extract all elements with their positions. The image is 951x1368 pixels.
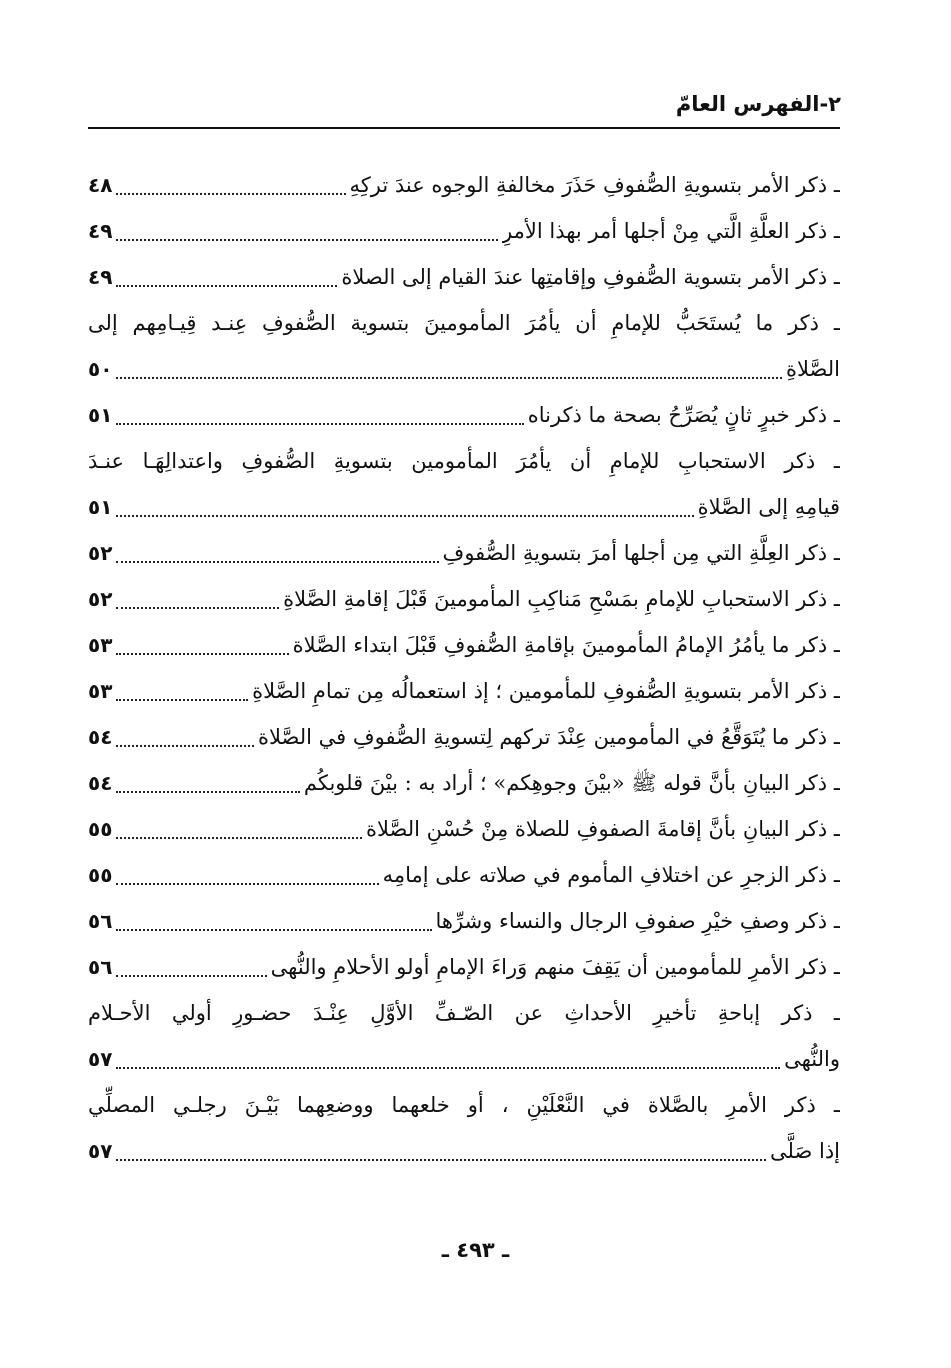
dot-leader	[116, 653, 288, 655]
dot-leader	[116, 699, 248, 701]
table-of-contents	[88, 162, 840, 1174]
dot-leader	[116, 607, 279, 609]
toc-entry-text: ـ ذكر إباحةِ تأخيرِ الأحداثِ عن الصّـفِّ الأوَّلِ عِنْـدَ حضـورِ أولي الأحـلام	[88, 1001, 840, 1025]
toc-entry	[88, 392, 840, 438]
dot-leader	[116, 1159, 766, 1161]
toc-entry-text: ـ ذكر وصفِ خيْرِ صفوفِ الرجال والنساء وشرِّها	[435, 909, 840, 933]
toc-entry	[88, 668, 840, 714]
toc-page-number: ٥٣	[88, 679, 113, 703]
toc-entry-text: ـ ذكر الأمر بتسويةِ الصُّفوفِ حَذَرَ مخالفةِ الوجوه عندَ تركِهِ	[349, 173, 840, 197]
toc-entry	[88, 576, 840, 622]
page-number: ـ ٤٩٣ ـ	[441, 1238, 510, 1262]
toc-entry	[88, 1128, 840, 1174]
toc-entry-continuation: الصَّلاةِ	[786, 357, 840, 381]
toc-entry	[88, 530, 840, 576]
toc-entry-text: ـ ذكر البيانِ بأنَّ إقامةَ الصفوفِ للصلاة مِنْ حُسْنِ الصَّلاة	[365, 817, 840, 841]
toc-page-number: ٥٤	[88, 771, 113, 795]
toc-entry-text: ـ ذكر البيانِ بأنَّ قوله ﷺ «بيْنَ وجوهِكم» ؛ أراد به : بيْنَ قلوبكُم	[303, 771, 840, 795]
header-divider	[88, 127, 840, 129]
toc-entry	[88, 346, 840, 392]
dot-leader	[116, 975, 266, 977]
toc-page-number: ٤٩	[88, 219, 113, 243]
toc-entry-text: ـ ذكر الأمر بتسوية الصُّفوفِ وإقامتِها عندَ القيام إلى الصلاة	[341, 265, 840, 289]
toc-page-number: ٥٠	[88, 357, 113, 381]
toc-entry-text: ـ ذكر ما يُستَحَبُّ للإمامِ أن يأمُرَ المأمومينَ بتسوية الصُّفوفِ عِنـد قِيـامِهم إلى	[88, 311, 840, 335]
toc-page-number: ٥٧	[88, 1139, 113, 1163]
toc-entry-text: ـ ذكر الأمرِ بالصَّلاة في النَّعْلَيْنِ ، أو خلعهما ووضعِهما بَيْـنَ رجلـي المصلِّي	[88, 1093, 840, 1117]
toc-entry	[88, 1036, 840, 1082]
toc-page-number: ٥١	[88, 403, 113, 427]
toc-entry	[88, 162, 840, 208]
toc-entry-text: ـ ذكر ما يُتَوَقَّعُ في المأمومين عِنْدَ تركهم لِتسويةِ الصُّفوفِ في الصَّلاة	[258, 725, 840, 749]
toc-entry	[88, 622, 840, 668]
toc-entry-text: ـ ذكر العِلَّةِ التي مِن أجلها أمرَ بتسويةِ الصُّفوفِ	[442, 541, 840, 565]
toc-entry	[88, 760, 840, 806]
toc-entry-text: ـ ذكر الأمرِ للمأمومين أن يَقِفَ منهم وَراءَ الإمامِ أولو الأحلامِ والنُّهى	[270, 955, 840, 979]
toc-entry	[88, 944, 840, 990]
toc-entry-text: ـ ذكر العلَّةِ الَّتي مِنْ أجلها أمر بهذا الأمرِ	[502, 219, 840, 243]
toc-entry-text: ـ ذكر الأمر بتسويةِ الصُّفوفِ للمأمومين ؛ إذ استعمالُه مِن تمامِ الصَّلاةِ	[252, 679, 840, 703]
toc-page-number: ٥١	[88, 495, 113, 519]
toc-entry	[88, 852, 840, 898]
dot-leader	[116, 1067, 780, 1069]
toc-page-number: ٤٨	[88, 173, 113, 197]
dot-leader	[116, 929, 431, 931]
toc-entry-continuation: إذا صَلَّى	[770, 1139, 840, 1163]
toc-entry-continuation: والنُّهى	[784, 1047, 840, 1071]
toc-page-number: ٥٦	[88, 909, 113, 933]
dot-leader	[116, 377, 782, 379]
toc-entry	[88, 806, 840, 852]
toc-page-number: ٥٦	[88, 955, 113, 979]
toc-entry	[88, 484, 840, 530]
toc-page-number: ٤٩	[88, 265, 113, 289]
dot-leader	[116, 561, 438, 563]
toc-page-number: ٥٤	[88, 725, 113, 749]
toc-page-number: ٥٥	[88, 817, 113, 841]
toc-entry	[88, 898, 840, 944]
dot-leader	[116, 883, 378, 885]
toc-entry-text: ـ ذكر الاستحبابِ للإمامِ أن يأمُرَ المأمومين بتسويةِ الصُّفوفِ واعتدالِهَـا عنـدَ	[88, 449, 840, 473]
dot-leader	[116, 515, 693, 517]
toc-entry-text: ـ ذكر ما يأمُرُ الإمامُ المأمومينَ بإقامةِ الصُّفوفِ قَبْلَ ابتداء الصَّلاة	[292, 633, 840, 657]
dot-leader	[116, 837, 362, 839]
toc-page-number: ٥٢	[88, 541, 113, 565]
dot-leader	[116, 423, 523, 425]
dot-leader	[116, 791, 299, 793]
dot-leader	[116, 745, 254, 747]
toc-entry-text: ـ ذكر خبرٍ ثانٍ يُصَرِّحُ بصحة ما ذكرناه	[527, 403, 840, 427]
toc-page-number: ٥٧	[88, 1047, 113, 1071]
toc-page-number: ٥٥	[88, 863, 113, 887]
toc-entry-text: ـ ذكر الزجرِ عن اختلافِ المأموم في صلاته على إمامِه	[382, 863, 840, 887]
dot-leader	[116, 193, 345, 195]
toc-page-number: ٥٢	[88, 587, 113, 611]
toc-page-number: ٥٣	[88, 633, 113, 657]
running-header-title: ٢-الفهرس العامّ	[675, 92, 841, 116]
dot-leader	[116, 285, 337, 287]
toc-entry	[88, 254, 840, 300]
dot-leader	[116, 239, 498, 241]
toc-entry-text: ـ ذكر الاستحبابِ للإمامِ بمَسْحِ مَناكِبِ المأمومينَ قَبْلَ إقامةِ الصَّلاةِ	[283, 587, 840, 611]
toc-entry	[88, 714, 840, 760]
toc-entry-continuation: قيامِهِ إلى الصَّلاةِ	[697, 495, 840, 519]
toc-entry	[88, 208, 840, 254]
